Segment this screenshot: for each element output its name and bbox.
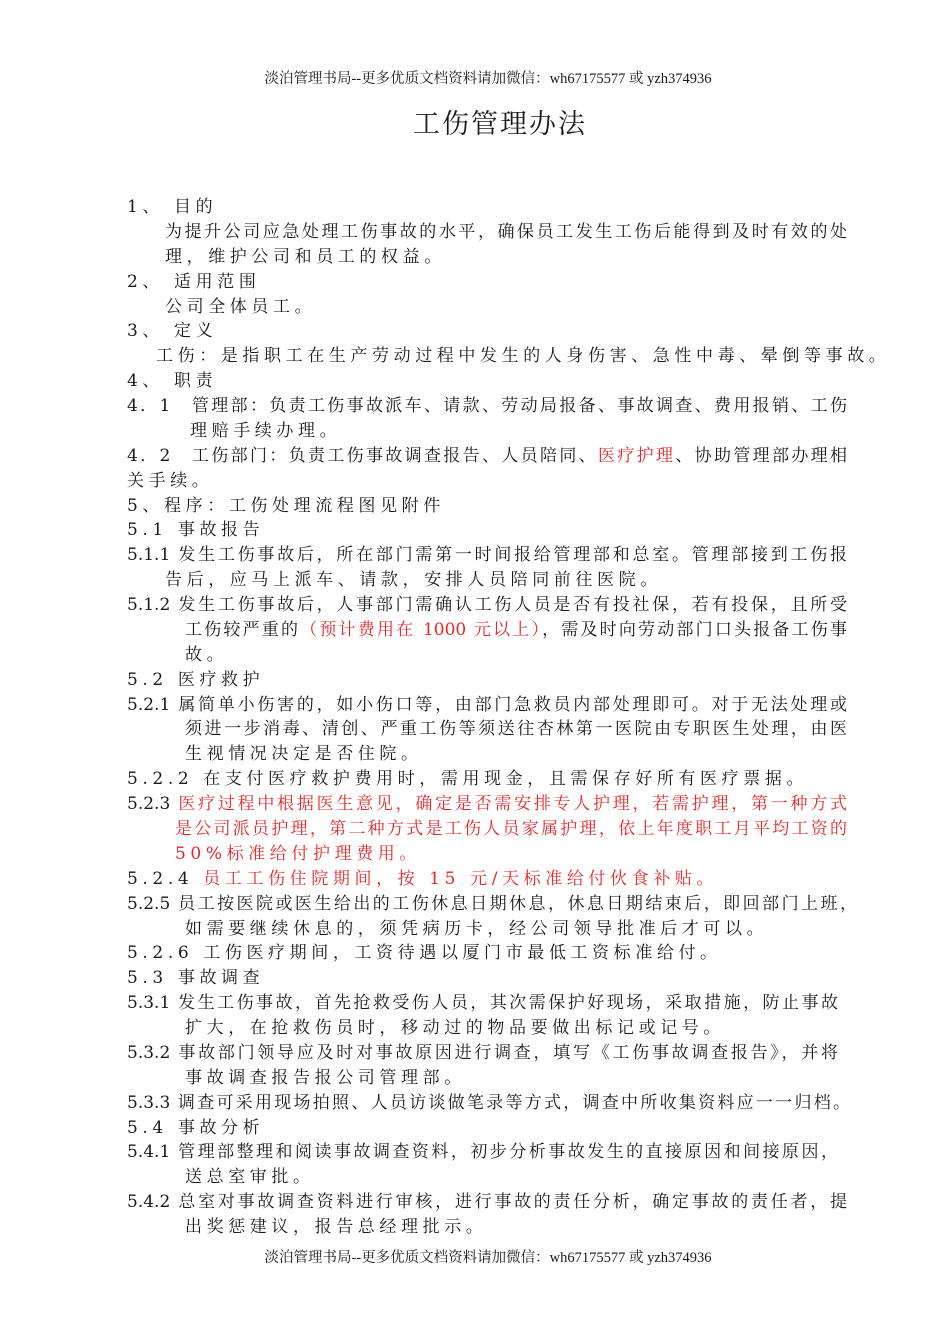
line-text: 工伤：是指职工在生产劳动过程中发生的人身伤害、急性中毒、晕倒等事故。 [156,346,891,367]
line-text: 5.2 医疗救护 [127,669,265,690]
text-line [127,319,217,343]
text-line [185,742,423,766]
line-text: 5.3 事故调查 [127,968,265,989]
text-line [127,1190,847,1214]
line-text: ，需及时向劳动部门口头报备工伤事 [542,619,847,640]
text-line [127,1041,838,1065]
text-line [165,220,847,244]
text-line [127,518,264,542]
line-text: 5.3.3 调查可采用现场拍照、人员访谈做笔录等方式，调查中所收集资料应一一归档。 [127,1092,850,1113]
page-footer: 淡泊管理书局--更多优质文档资料请加微信：wh67175577 或 yzh374936 [264,1250,712,1266]
text-line [127,867,718,891]
text-line [127,1091,850,1115]
text-line [127,394,847,418]
text-line [127,543,847,567]
text-line [185,1215,487,1239]
line-text: 4．2 工伤部门：负责工伤事故调查报告、人员陪同、 [127,445,598,466]
text-line [127,892,857,916]
line-text: 告后，应马上派车、请款，安排人员陪同前往医院。 [165,570,662,591]
text-line [127,494,445,518]
text-line [127,991,838,1015]
line-text: 3、 定义 [127,321,218,342]
line-text: 、协助管理部办理相 [675,445,848,466]
text-line [127,792,847,816]
line-text: 5.2.2 在支付医疗救护费用时，需用现金，且需保存好所有医疗票据。 [127,769,809,790]
text-line [165,568,662,592]
text-line [185,1066,466,1090]
highlighted-text: 员工工伤住院期间，按 15 元/天标准给付伙食补贴。 [203,868,719,889]
line-text: 出奖惩建议，报告总经理批示。 [185,1217,488,1238]
text-line [127,195,217,219]
text-line [165,295,316,319]
highlighted-text: 50%标准给付护理费用。 [175,843,421,864]
line-text: 5.3.1 发生工伤事故，首先抢救受伤人员，其次需保护好现场，采取措施，防止事故 [127,993,838,1014]
line-text: 5.4.1 管理部整理和阅读事故调查资料，初步分析事故发生的直接原因和间接原因， [127,1142,838,1163]
text-line [127,444,847,468]
text-line [185,1016,725,1040]
line-text: 理，维护公司和员工的权益。 [165,246,446,267]
line-text: 如需要继续休息的，须凭病历卡，经公司领导批准后才可以。 [185,918,769,939]
line-text: 5.2.3 [127,794,179,815]
line-text: 5.2.4 [127,868,204,889]
text-line [127,1116,264,1140]
line-text: 理赔手续办理。 [190,420,342,441]
text-line [127,469,213,493]
line-text: 4、 职责 [127,371,218,392]
text-line [127,941,722,965]
text-line [127,1140,838,1164]
text-line [127,668,264,692]
text-line [185,717,847,741]
line-text: 5.2.5 员工按医院或医生给出的工伤休息日期休息，休息日期结束后，即回部门上班， [127,893,857,914]
text-line [185,643,228,667]
document-title: 工伤管理办法 [413,109,587,140]
line-text: 关手续。 [127,470,214,491]
text-line [185,917,768,941]
line-text: 5、程序：工伤处理流程图见附件 [127,495,445,516]
text-line [156,344,890,368]
text-line [127,693,847,717]
text-line [185,1165,315,1189]
text-line [127,270,260,294]
text-line [175,817,847,841]
line-text: 扩大，在抢救伤员时，移动过的物品要做出标记或记号。 [185,1018,725,1039]
highlighted-text: 医疗过程中根据医生意见，确定是否需安排专人护理，若需护理，第一种方式 [178,794,847,815]
text-line [127,966,264,990]
line-text: 5.1.2 发生工伤事故后，人事部门需确认工伤人员是否有投社保，若有投保，且所受 [127,595,847,616]
line-text: 5.1.1 发生工伤事故后，所在部门需第一时间报给管理部和总室。管理部接到工伤报 [127,545,847,566]
text-line [165,245,446,269]
line-text: 5.3.2 事故部门领导应及时对事故原因进行调查，填写《工伤事故调查报告》，并将 [127,1042,838,1063]
line-text: 4．1 管理部：负责工伤事故派车、请款、劳动局报备、事故调查、费用报销、工伤 [127,396,847,417]
line-text: 2、 适用范围 [127,271,261,292]
line-text: 工伤较严重的 [185,619,301,640]
line-text: 5.4.2 总室对事故调查资料进行审核，进行事故的责任分析，确定事故的责任者，提 [127,1192,847,1213]
text-line [127,369,217,393]
line-text: 公司全体员工。 [165,296,317,317]
line-text: 送总室审批。 [185,1167,315,1188]
line-text: 事故调查报告报公司管理部。 [185,1067,466,1088]
line-text: 5.2.1 属简单小伤害的，如小伤口等，由部门急救员内部处理即可。对于无法处理或 [127,694,847,715]
highlighted-text: 医疗护理 [597,445,676,466]
line-text: 生视情况决定是否住院。 [185,744,423,765]
line-text: 故。 [185,644,229,665]
line-text: 须进一步消毒、清创、严重工伤等须送往杏林第一医院由专职医生处理，由医 [185,719,847,740]
text-line [127,767,808,791]
line-text: 为提升公司应急处理工伤事故的水平，确保员工发生工伤后能得到及时有效的处 [165,221,847,242]
line-text: 5.2.6 工伤医疗期间，工资待遇以厦门市最低工资标准给付。 [127,943,722,964]
text-line [185,618,847,642]
line-text: 1、 目的 [127,197,218,217]
page-header: 淡泊管理书局--更多优质文档资料请加微信：wh67175577 或 yzh374936 [264,71,712,87]
text-line [127,593,847,617]
highlighted-text: 是公司派员护理，第二种方式是工伤人员家属护理，依上年度职工月平均工资的 [175,819,847,839]
line-text: 5.1 事故报告 [127,520,265,541]
line-text: 5.4 事故分析 [127,1117,265,1138]
text-line [175,842,421,866]
text-line [190,419,341,443]
highlighted-text: （预计费用在 1000 元以上） [300,619,543,640]
